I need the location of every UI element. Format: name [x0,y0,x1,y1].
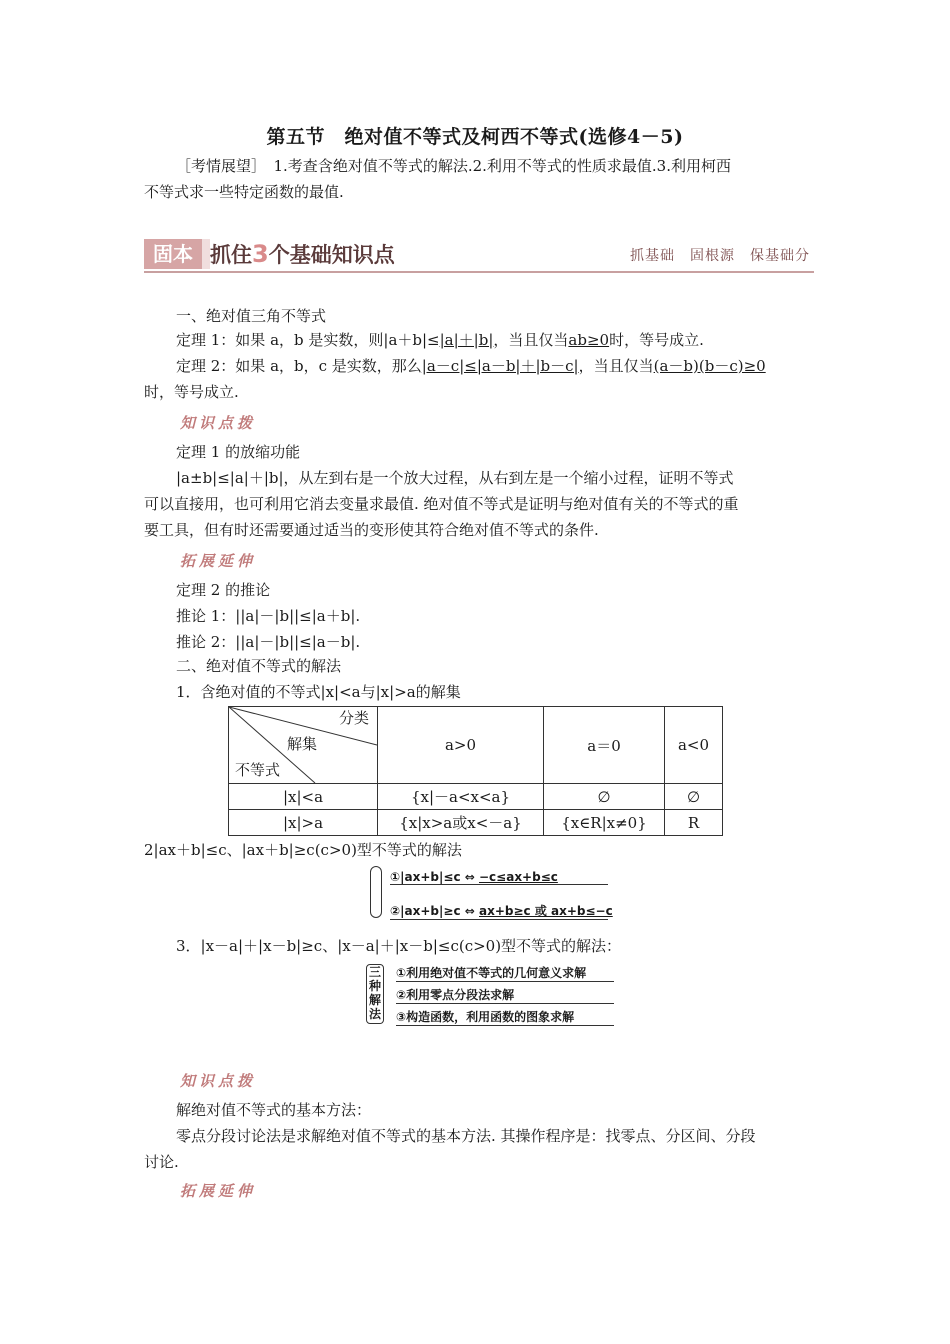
theorem-1-text-c: 时，等号成立. [609,331,704,349]
tag-extension-1: 拓展延伸 [180,552,257,570]
banner-stripe [202,239,210,269]
diagram-row-1-left: ①|ax+b|≤c ⇔ [390,870,475,884]
tag-knowledge-tip-2: 知识点拨 [180,1072,257,1090]
diagram-row-1 [390,870,608,885]
ext1-heading: 定理 2 的推论 [176,581,271,599]
intro-line-1: ［考情展望］ 1.考查含绝对值不等式的解法.2.利用不等式的性质求最值.3.利用柯西 [176,157,731,175]
note2-line-1: 零点分段讨论法是求解绝对值不等式的基本方法. 其操作程序是：找零点、分区间、分段 [176,1127,756,1145]
three-methods-label-text: 三种解法 [368,965,381,1021]
method-3: ③构造函数，利用函数的图象求解 [396,1008,614,1026]
corner-bottom-label: 不等式 [235,761,281,779]
table-cell: {x|－a<x<a} [378,784,544,810]
sec2-heading: 二、绝对值不等式的解法 [176,657,342,675]
theorem-2-condition: (a－b)(b－c)≥0 [653,357,766,375]
sec2-item-1: 1．含绝对值的不等式|x|<a与|x|>a的解集 [176,683,461,701]
theorem-2-underline: |a－c|≤|a－b|＋|b－c| [421,357,579,375]
table-cell: {x∈R|x≠0} [544,810,665,836]
banner-label: 固本 [144,239,202,269]
diagram-ax-b-methods [370,862,613,922]
method-1: ①利用绝对值不等式的几何意义求解 [396,964,614,982]
diagram-bracket [370,866,382,918]
table-col-header: a>0 [378,707,544,784]
diagram-row-1-right: −c≤ax+b≤c [479,870,558,884]
page-title: 第五节 绝对值不等式及柯西不等式(选修4－5) [266,126,684,148]
solution-set-table [228,706,723,836]
theorem-1 [144,328,846,352]
note1-line-3: 要工具，但有时还需要通过适当的变形使其符合绝对值不等式的条件. [144,521,599,539]
tag-knowledge-tip-1: 知识点拨 [180,414,257,432]
diagram-three-methods-label [366,964,384,1024]
table-row-label: |x|<a [229,784,378,810]
banner-title-b: 个基础知识点 [268,243,395,267]
note1-line-1: |a±b|≤|a|＋|b|，从左到右是一个放大过程，从右到左是一个缩小过程，证明不等式 [176,469,734,487]
banner-title [210,239,395,270]
corollary-1: 推论 1：||a|－|b||≤|a＋b|. [176,607,361,625]
table-corner-cell [229,707,378,784]
note1-line-2: 可以直接用，也可利用它消去变量求最值. 绝对值不等式是证明与绝对值有关的不等式的重 [144,495,739,513]
table-cell: ∅ [665,784,723,810]
sec2-item-2: 2|ax＋b|≤c、|ax＋b|≥c(c>0)型不等式的解法 [144,841,462,859]
note2-line-2: 讨论. [144,1153,179,1171]
theorem-2-text-b: ，当且仅当 [578,357,654,375]
theorem-1-text-a: 定理 1：如果 a，b 是实数，则|a＋b|≤ [176,331,440,349]
tag-extension-2: 拓展延伸 [180,1182,257,1200]
theorem-2-end: 时，等号成立. [144,383,239,401]
sec2-item-3: 3．|x－a|＋|x－b|≥c、|x－a|＋|x－b|≤c(c>0)型不等式的解法： [176,937,622,955]
note1-heading: 定理 1 的放缩功能 [176,443,301,461]
method-2: ②利用零点分段法求解 [396,986,614,1004]
table-col-header: a＝0 [544,707,665,784]
table-cell: R [665,810,723,836]
diagram-row-2-left: ②|ax+b|≥c ⇔ [390,904,475,918]
theorem-1-underline: |a|＋|b| [439,331,494,349]
banner-title-a: 抓住 [210,243,252,267]
table-row [229,784,723,810]
table-cell: {x|x>a或x<－a} [378,810,544,836]
theorem-1-text-b: ，当且仅当 [493,331,569,349]
table-col-header: a<0 [665,707,723,784]
banner-number: 3 [252,240,269,268]
theorem-2-text-a: 定理 2：如果 a，b，c 是实数，那么 [176,357,422,375]
corner-mid-label: 解集 [287,735,318,753]
section-banner [144,237,814,273]
diagram-row-2 [390,902,613,920]
banner-subtitle: 抓基础 固根源 保基础分 [630,248,810,264]
corner-top-label: 分类 [338,709,369,727]
theorem-2 [144,354,846,378]
intro-line-2: 不等式求一些特定函数的最值. [144,183,344,201]
table-header-row [229,707,723,784]
diagram-row-2-right: ax+b≥c 或 ax+b≤−c [479,904,613,918]
table-row [229,810,723,836]
sec1-heading: 一、绝对值三角不等式 [176,307,327,325]
diagram-three-methods [366,962,616,1026]
table-cell: ∅ [544,784,665,810]
table-row-label: |x|>a [229,810,378,836]
corollary-2: 推论 2：||a|－|b||≤|a－b|. [176,633,361,651]
theorem-1-condition: ab≥0 [568,331,610,349]
note2-heading: 解绝对值不等式的基本方法： [176,1101,372,1119]
